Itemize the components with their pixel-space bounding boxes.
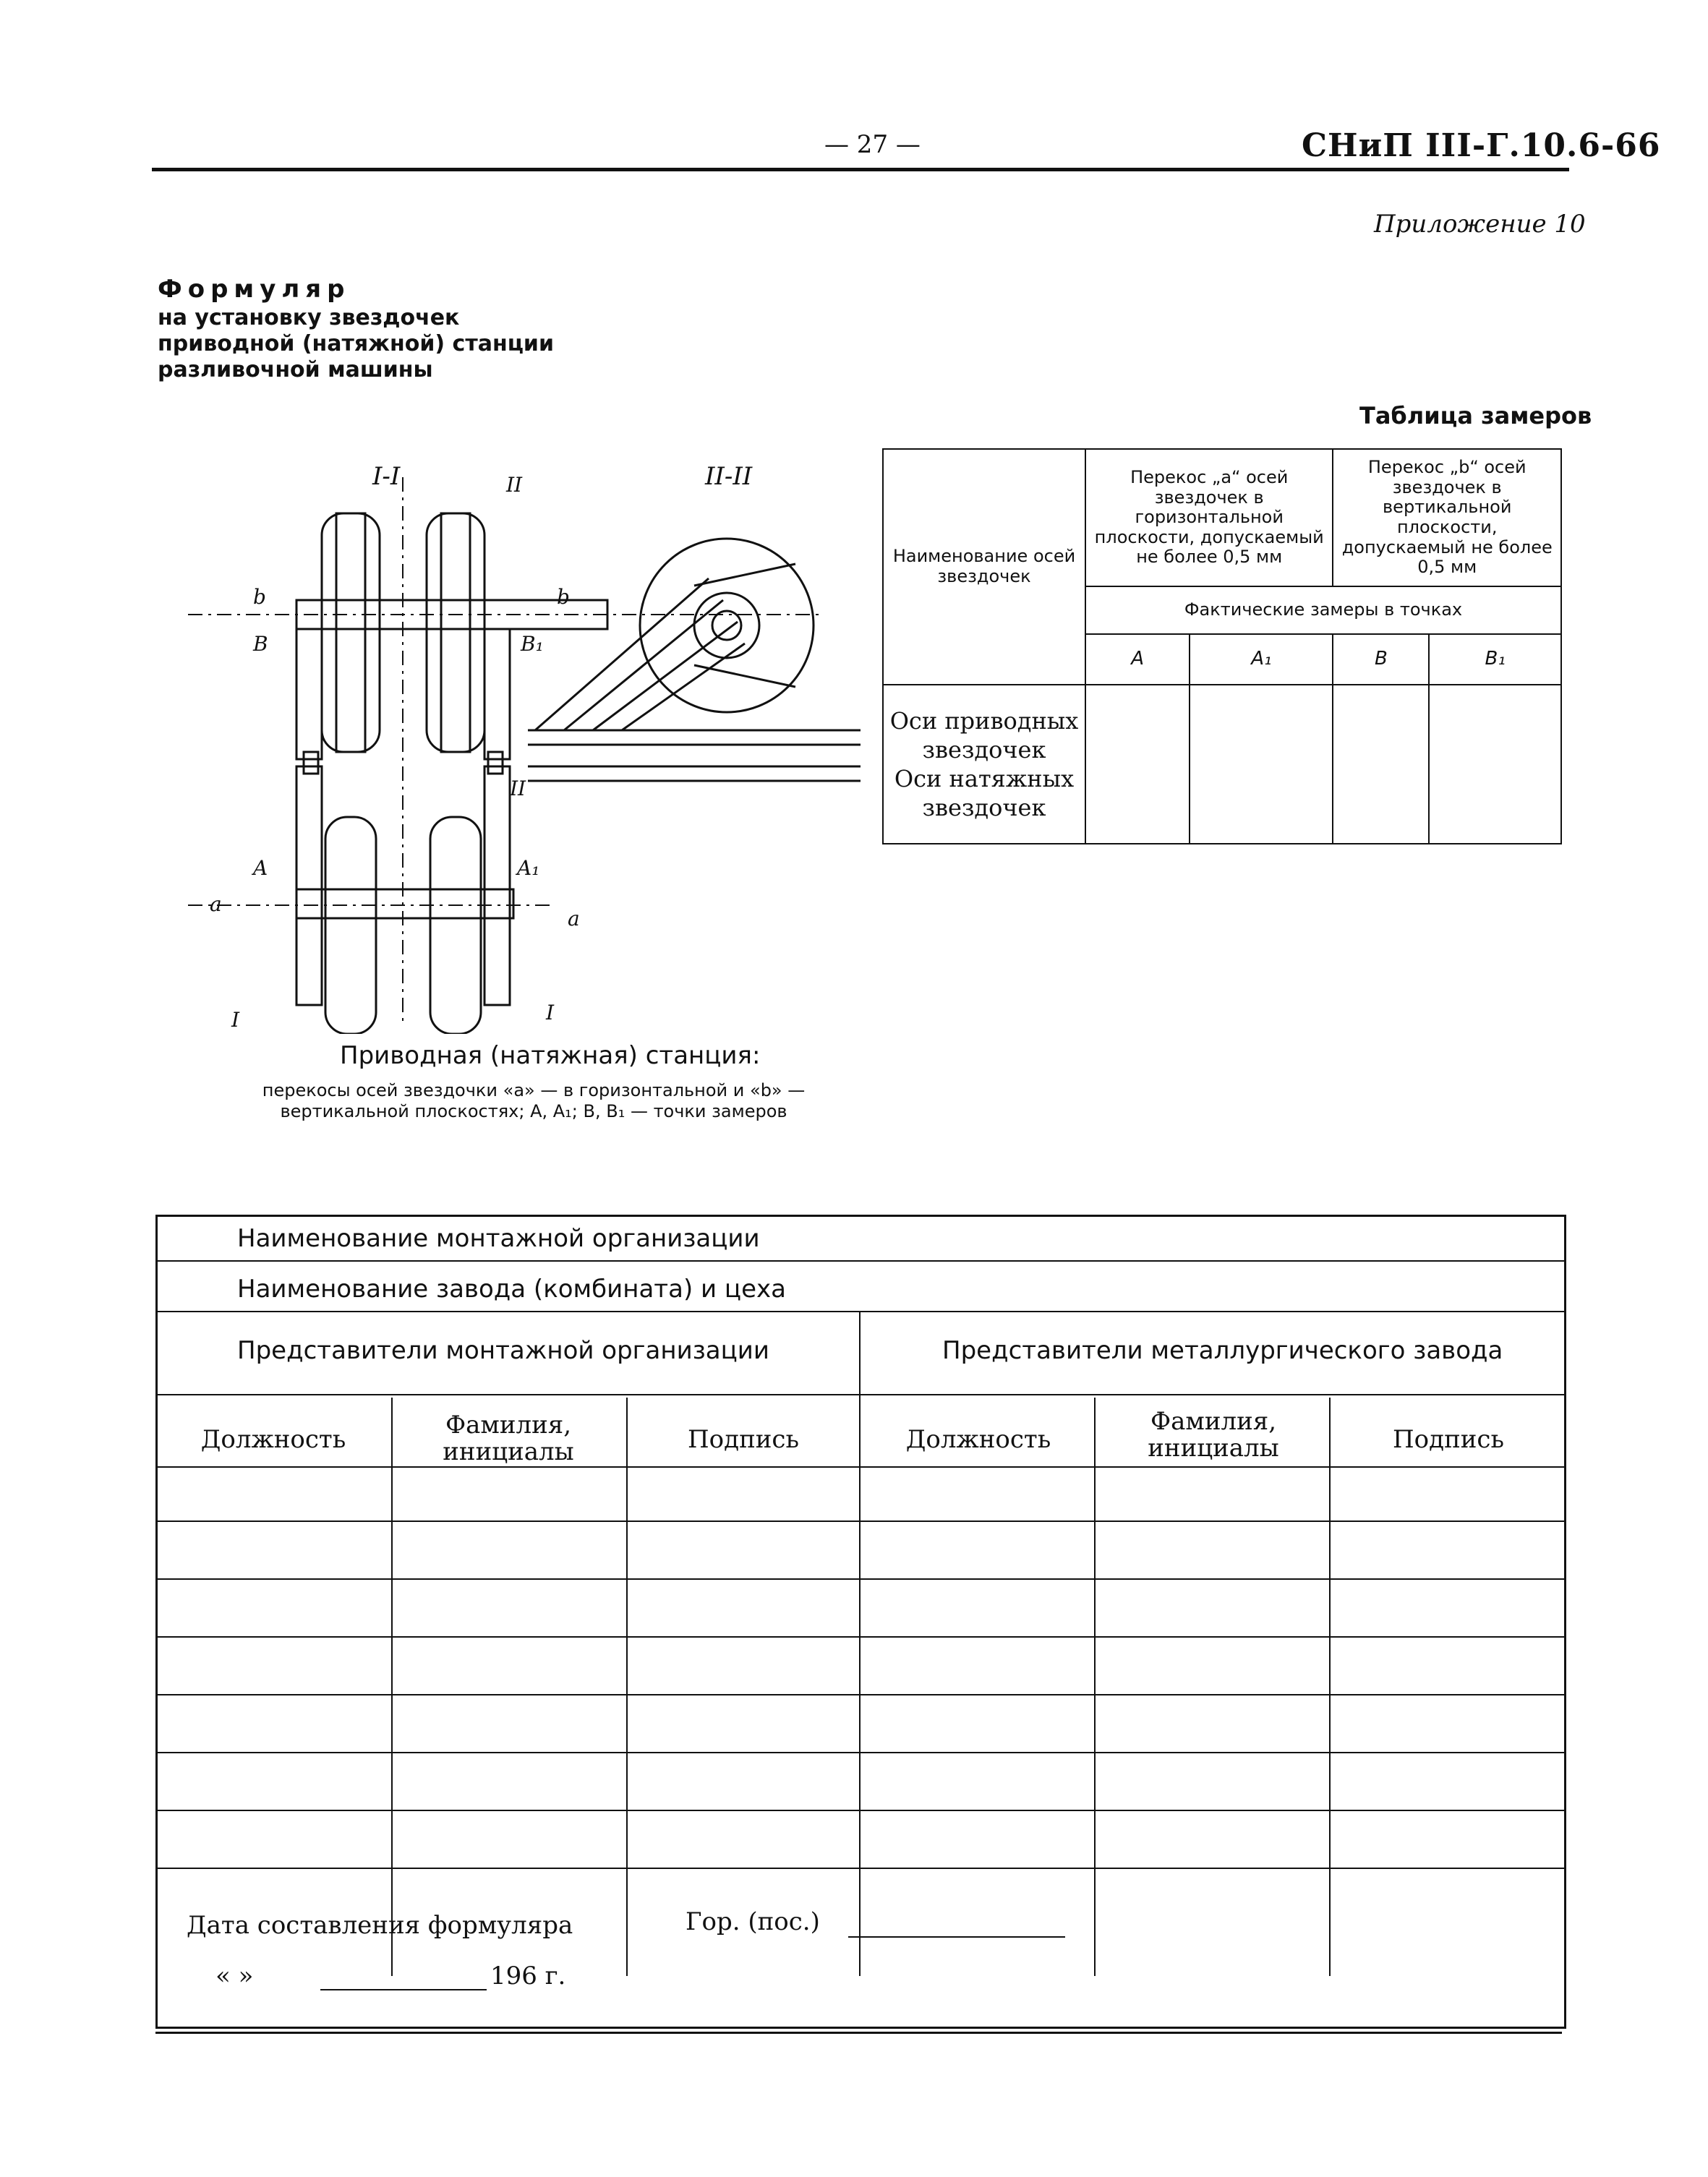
cell-a1[interactable] — [1190, 685, 1333, 844]
left-lower-frame — [296, 766, 322, 1005]
section-label-2: II-II — [705, 462, 753, 491]
form-subtitle-2: приводной (натяжной) станции — [158, 331, 554, 356]
signature-form — [155, 1215, 1566, 2029]
form-subtitle-1: на установку звездочек — [158, 305, 460, 330]
section-label-1: I-I — [372, 462, 401, 491]
actual-measurements-header: Фактические замеры в точках — [1085, 586, 1561, 634]
installer-org-name-label: Наименование монтажной организации — [237, 1224, 760, 1253]
label-point-a: A — [253, 856, 268, 880]
col-sign-left: Подпись — [688, 1425, 799, 1454]
drawing-caption-text: перекосы осей звездочки «a» — в горизонтальной и «b» — вертикальной плоскостях; A, A₁; B, B₁ — точки замеров — [262, 1080, 806, 1121]
date-day-quotes: « » — [215, 1962, 254, 1990]
label-point-b: B — [253, 632, 268, 656]
col-axis-name: Наименование осей звездочек — [883, 449, 1085, 685]
upper-left-sprocket-hub — [336, 513, 365, 752]
point-b1: B₁ — [1429, 634, 1561, 685]
col-skew-a: Перекос „a“ осей звездочек в горизонтальной плоскости, допускаемый не более 0,5 мм — [1085, 449, 1333, 586]
row-labels — [883, 685, 1085, 844]
lower-right-sprocket — [430, 817, 481, 1034]
row-drive-sprockets: Оси приводных звездочек — [889, 707, 1079, 764]
col-position-right: Должность — [905, 1425, 1051, 1454]
appendix-label: Приложение 10 — [1374, 210, 1586, 239]
col-name-right: Фамилия, инициалы — [1148, 1407, 1279, 1463]
row-tension-sprockets: Оси натяжных звездочек — [894, 765, 1075, 821]
installer-reps-label: Представители монтажной организации — [237, 1336, 769, 1365]
label-section-i-right: I — [546, 1001, 555, 1025]
label-section-i-left: I — [231, 1008, 240, 1032]
lower-left-sprocket — [325, 817, 376, 1034]
conveyor-beams — [528, 730, 861, 781]
upper-right-sprocket-hub — [441, 513, 470, 752]
measure-table-caption: Таблица замеров — [1359, 402, 1592, 429]
label-a-right: a — [568, 907, 580, 931]
date-month-field[interactable] — [320, 1989, 487, 1990]
upper-right-sprocket — [427, 513, 484, 752]
city-field[interactable] — [848, 1936, 1065, 1938]
form-subtitle-3: разливочной машины — [158, 357, 433, 382]
plant-name-label: Наименование завода (комбината) и цеха — [237, 1275, 786, 1304]
form-title: Формуляр — [158, 275, 351, 304]
label-section-ii-bottom: II — [510, 777, 526, 800]
header-rule — [152, 168, 1569, 171]
measure-table — [882, 448, 1562, 844]
form-bottom-rule — [155, 2032, 1562, 2034]
page-number: — 27 — — [824, 130, 921, 159]
upper-left-sprocket — [322, 513, 380, 752]
right-lower-frame — [484, 766, 510, 1005]
label-a-left: a — [210, 892, 222, 916]
drawing-caption-title: Приводная (натяжная) станция: — [340, 1041, 761, 1070]
label-b-left: b — [253, 585, 266, 609]
right-upper-frame — [484, 629, 510, 759]
point-b: B — [1333, 634, 1429, 685]
date-label: Дата составления формуляра — [187, 1911, 573, 1940]
plant-reps-label: Представители металлургического завода — [942, 1336, 1503, 1365]
cell-b[interactable] — [1333, 685, 1429, 844]
label-b-right: b — [557, 585, 570, 609]
point-a: A — [1085, 634, 1190, 685]
point-a1: A₁ — [1190, 634, 1333, 685]
city-label: Гор. (пос.) — [686, 1907, 820, 1936]
cell-a[interactable] — [1085, 685, 1190, 844]
left-upper-frame — [296, 629, 322, 759]
date-year: 196 г. — [490, 1962, 566, 1990]
label-section-ii-top: II — [506, 473, 523, 497]
document-code: СНиП III-Г.10.6-66 — [1302, 127, 1661, 164]
col-position-left: Должность — [200, 1425, 346, 1454]
label-point-b1: B₁ — [521, 632, 544, 656]
cell-b1[interactable] — [1429, 685, 1561, 844]
col-sign-right: Подпись — [1393, 1425, 1504, 1454]
col-name-left: Фамилия, инициалы — [443, 1411, 574, 1467]
sprocket-station-drawing — [188, 448, 861, 1034]
label-point-a1: A₁ — [517, 856, 540, 880]
col-skew-b: Перекос „b“ осей звездочек в вертикальной плоскости, допускаемый не более 0,5 мм — [1333, 449, 1561, 586]
